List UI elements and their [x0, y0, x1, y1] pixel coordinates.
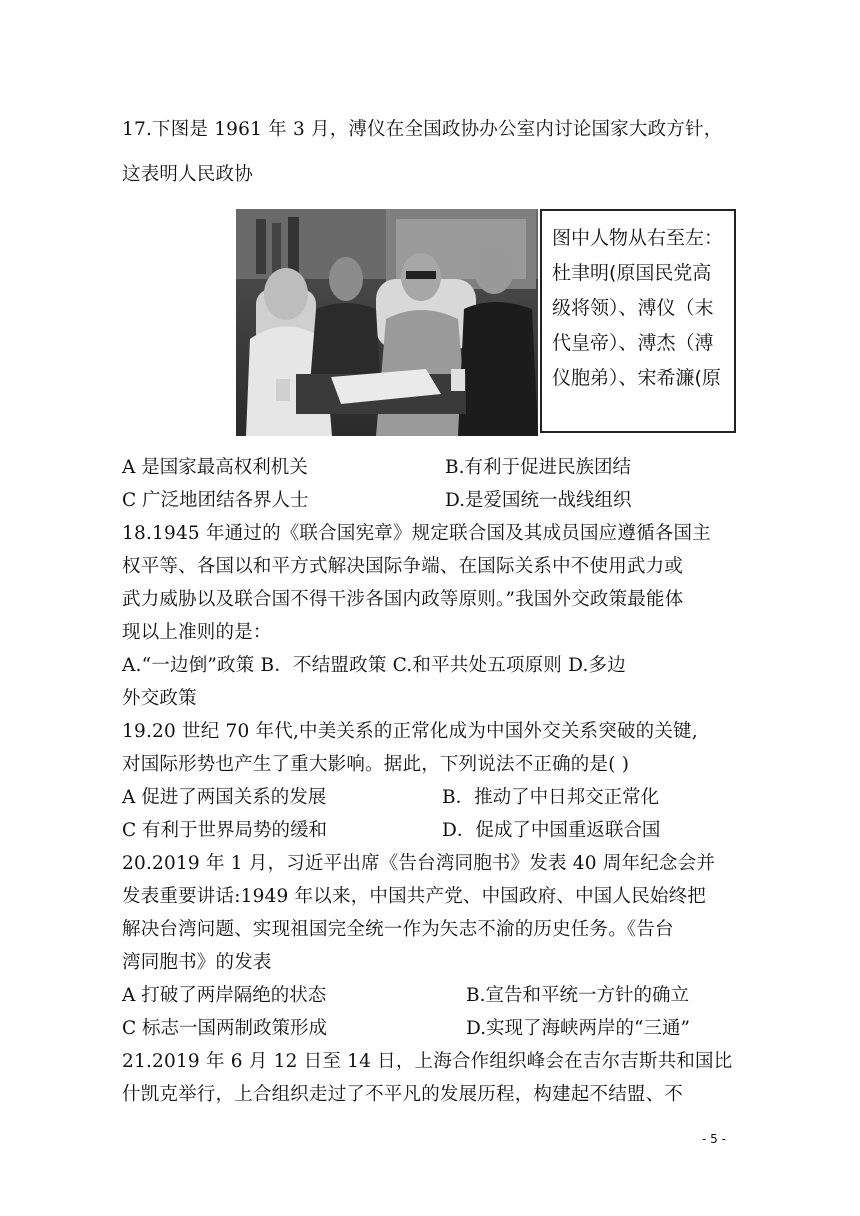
- q18-stem-line-3: 武力威胁以及联合国不得干涉各国内政等原则。”我国外交政策最能体: [122, 589, 684, 610]
- q20-option-c: C 标志一国两制政策形成: [122, 1018, 328, 1039]
- q17-option-d: D.是爱国统一战线组织: [445, 490, 632, 511]
- caption-line-4: 代皇帝）、溥杰（溥: [552, 332, 714, 354]
- page-number: - 5 -: [702, 1132, 726, 1146]
- q19-option-c: C 有利于世界局势的缓和: [122, 820, 328, 841]
- q17-stem-line-2: 这表明人民政协: [122, 164, 253, 185]
- photo-illustration: [236, 209, 538, 436]
- q20-stem-line-2: 发表重要讲话:1949 年以来，中国共产党、中国政府、中国人民始终把: [122, 886, 706, 907]
- q20-option-d: D.实现了海峡两岸的“三通”: [466, 1018, 690, 1039]
- caption-line-1: 图中人物从右至左：: [552, 227, 724, 249]
- q17-option-b: B.有利于促进民族团结: [445, 457, 631, 478]
- q19-stem-line-1: 19.20 世纪 70 年代,中美关系的正常化成为中国外交关系突破的关键,: [122, 721, 698, 742]
- q19-stem-line-2: 对国际形势也产生了重大影响。据此，下列说法不正确的是( ): [122, 754, 630, 775]
- q20-stem-line-3: 解决台湾问题、实现祖国完全统一作为矢志不渝的历史任务。《告台: [122, 919, 674, 940]
- photo-caption-box: [540, 209, 736, 433]
- q18-stem-line-2: 权平等、各国以和平方式解决国际争端、在国际关系中不使用武力或: [122, 556, 684, 577]
- q20-option-b: B.宣告和平统一方针的确立: [466, 985, 689, 1006]
- q20-option-a: A 打破了两岸隔绝的状态: [122, 985, 327, 1006]
- q18-stem-line-1: 18.1945 年通过的《联合国宪章》规定联合国及其成员国应遵循各国主: [122, 523, 711, 544]
- q17-option-a: A 是国家最高权利机关: [122, 457, 308, 478]
- q19-option-b: B．推动了中日邦交正常化: [442, 787, 660, 808]
- q18-options: A.“一边倒”政策 B．不结盟政策 C.和平共处五项原则 D.多边: [122, 655, 626, 676]
- q18-stem-line-4: 现以上准则的是：: [122, 622, 272, 643]
- q18-options-wrap: 外交政策: [122, 688, 197, 709]
- q20-stem-line-4: 湾同胞书》的发表: [122, 952, 272, 973]
- q19-option-a: A 促进了两国关系的发展: [122, 787, 327, 808]
- q19-option-d: D．促成了中国重返联合国: [442, 820, 661, 841]
- q17-stem-line-1: 17.下图是 1961 年 3 月，溥仪在全国政协办公室内讨论国家大政方针，: [122, 119, 723, 140]
- historical-photo: [236, 209, 538, 436]
- q21-stem-line-2: 什凯克举行，上合组织走过了不平凡的发展历程，构建起不结盟、不: [122, 1084, 684, 1105]
- q21-stem-line-1: 21.2019 年 6 月 12 日至 14 日，上海合作组织峰会在吉尔吉斯共和国比: [122, 1051, 733, 1072]
- caption-line-2: 杜聿明(原国民党高: [552, 262, 712, 284]
- caption-line-5: 仪胞弟）、宋希濂(原: [552, 367, 721, 389]
- q20-stem-line-1: 20.2019 年 1 月，习近平出席《告台湾同胞书》发表 40 周年纪念会并: [122, 853, 716, 874]
- q17-option-c: C 广泛地团结各界人士: [122, 490, 309, 511]
- caption-line-3: 级将领）、溥仪（末: [552, 297, 714, 319]
